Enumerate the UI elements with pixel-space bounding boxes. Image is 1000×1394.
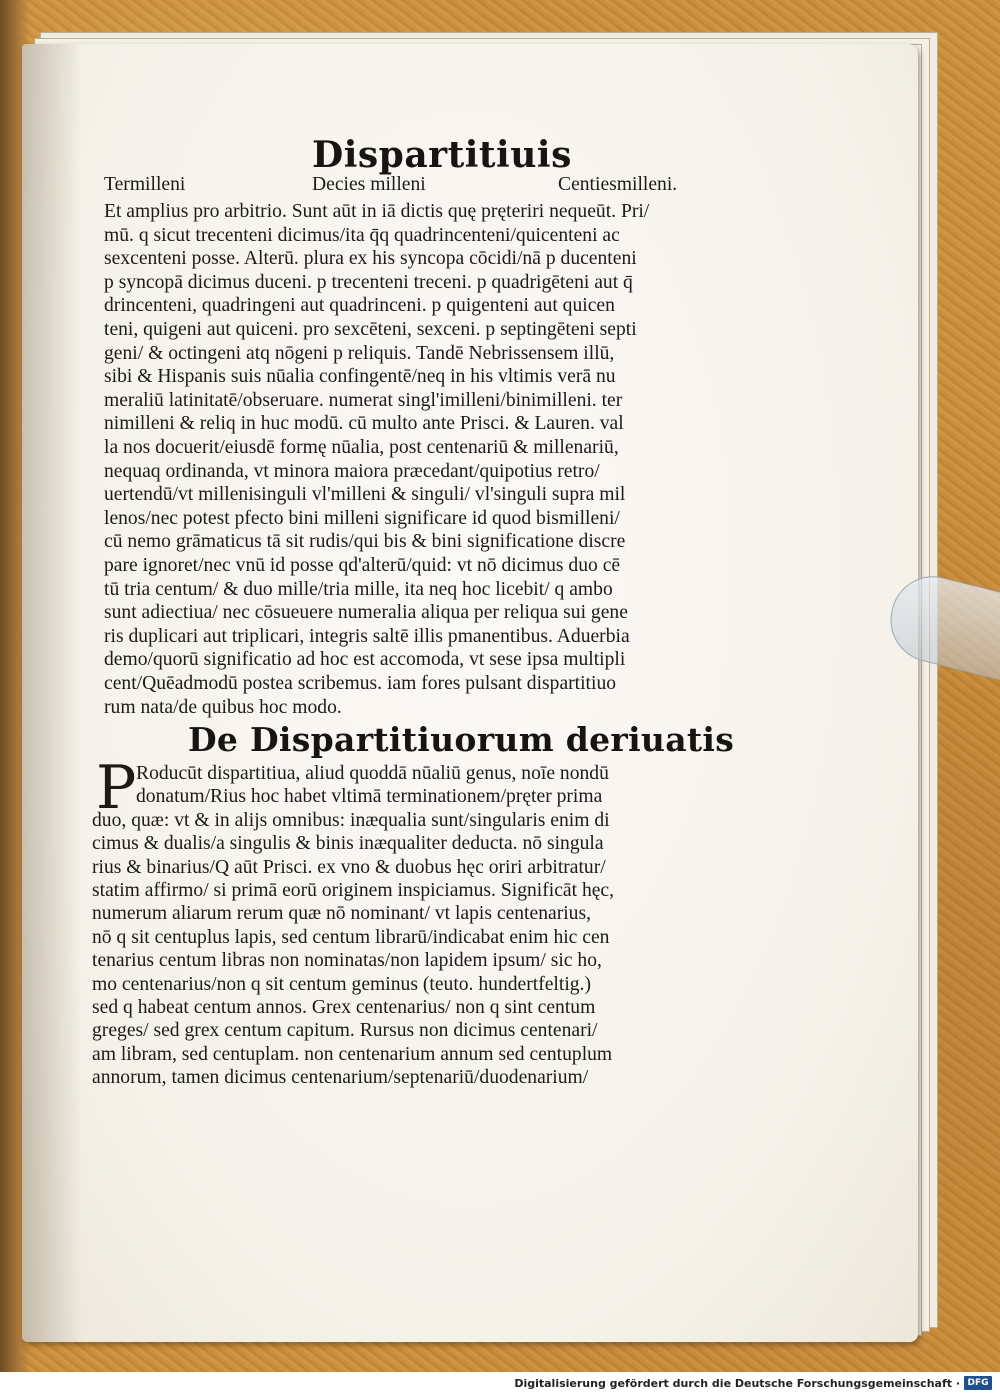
text-line: Et amplius pro arbitrio. Sunt aūt in iā dictis quę pręteriri nequeūt. Pri/ [104,201,650,222]
text-line: sexcenteni posse. Alterū. plura ex his syncopa cōcidi/nā p ducenteni [104,248,637,270]
text-line: sunt adiectiua/ nec cōsueuere numeralia aliqua per reliqua sui gene [104,602,628,624]
text-line: pare ignoret/nec vnū id posse qd'alterū/quid: vt nō dicimus duo cē [104,555,621,576]
text-line: duo, quæ: vt & in alijs omnibus: inæqualia sunt/singularis enim di [92,809,610,831]
text-line: p syncopā dicimus duceni. p trecenteni treceni. p quadrigēteni aut q̄ [104,271,633,293]
text-line: greges/ sed grex centum capitum. Rursus non dicimus centenari/ [92,1020,598,1042]
text-line: geni/ & octingeni atq nōgeni p reliquis. Tandē Nebrissensem illū, [104,342,615,364]
text-line: tū tria centum/ & duo mille/tria mille, ita neq hoc licebit/ q ambo [104,578,613,600]
section-heading: De Dispartitiuorum deriuatis [188,720,735,759]
drop-capital: P [96,753,137,823]
text-line: cent/Quēadmodū postea scribemus. iam fores pulsant dispartitiuo [104,673,617,694]
text-line: la nos docuerit/eiusdē formę nūalia, post centenariū & millenariū, [104,437,619,458]
text-line: rius & binarius/Q aūt Prisci. ex vno & duobus hęc oriri arbitratur/ [92,856,606,878]
text-line: drincenteni, quadringeni aut quadrinceni. p quigenteni aut quicen [104,295,615,317]
text-line: nequaq ordinanda, vt minora maiora præcedant/quipotius retro/ [104,460,600,482]
page-gutter-shadow [22,44,82,1342]
text-line: demo/quorū significatio ad hoc est accomoda, vt sese ipsa multipli [104,649,626,671]
text-line: cimus & dualis/a singulis & binis inæqualiter deducta. nō singula [92,833,604,855]
text-line: mū. q sicut trecenteni dicimus/ita q̄q quadrincenteni/quicenteni ac [104,224,620,246]
text-line: cū nemo grāmaticus tā sit rudis/qui bis & bini significatione discre [104,531,626,553]
text-line: Roducūt dispartitiua, aliud quoddā nūaliū genus, noīe nondū [136,763,609,784]
text-line: uertendū/vt millenisinguli vl'milleni & singuli/ vl'singuli supra mil [104,484,626,506]
text-line: teni, quigeni aut quiceni. pro sexcēteni, sexceni. p septingēteni septi [104,319,637,340]
text-line: rum nata/de quibus hoc modo. [104,696,342,718]
text-line: mo centenarius/non q sit centum geminus (teuto. hundertfeltig.) [92,973,591,995]
text-line: annorum, tamen dicimus centenarium/septenariū/duodenarium/ [92,1067,589,1089]
footer-credit: Digitalisierung gefördert durch die Deutsche Forschungsgemeinschaft · [514,1377,960,1390]
text-line: am libram, sed centuplam. non centenarium annum sed centuplum [92,1043,613,1065]
numeral-term: Decies milleni [312,174,426,195]
text-line: nimilleni & reliq in huc modū. cū multo ante Prisci. & Lauren. val [104,413,624,435]
text-line: statim affirmo/ si primā eorū originem inspiciamus. Significāt hęc, [92,880,615,901]
dfg-logo: DFG [964,1376,992,1390]
text-line: sed q habeat centum annos. Grex centenarius/ non q sint centum [92,997,596,1018]
text-line: lenos/nec potest pfecto bini milleni significare id quod bismilleni/ [104,507,620,529]
text-line: donatum/Rius hoc habet vltimā terminationem/pręter prima [136,786,603,808]
text-line: tenarius centum libras non nominatas/non lapidem ipsum/ sic ho, [92,950,602,972]
numeral-term: Termilleni [104,174,186,195]
page-heading: Dispartitiuis [312,134,572,176]
text-line: meraliū latinitatē/obseruare. numerat singl'imilleni/binimilleni. ter [104,389,623,411]
text-line: numerum aliarum rerum quæ nō nominant/ vt lapis centenarius, [92,903,591,925]
text-line: sibi & Hispanis suis nūalia confingentē/neq in his vltimis verā nu [104,366,616,388]
numeral-term: Centiesmilleni. [558,174,678,195]
text-line: ris duplicari aut triplicari, integris saltē illis pmanentibus. Aduerbia [104,625,630,647]
text-line: nō q sit centuplus lapis, sed centum librarū/indicabat enim hic cen [92,926,610,948]
